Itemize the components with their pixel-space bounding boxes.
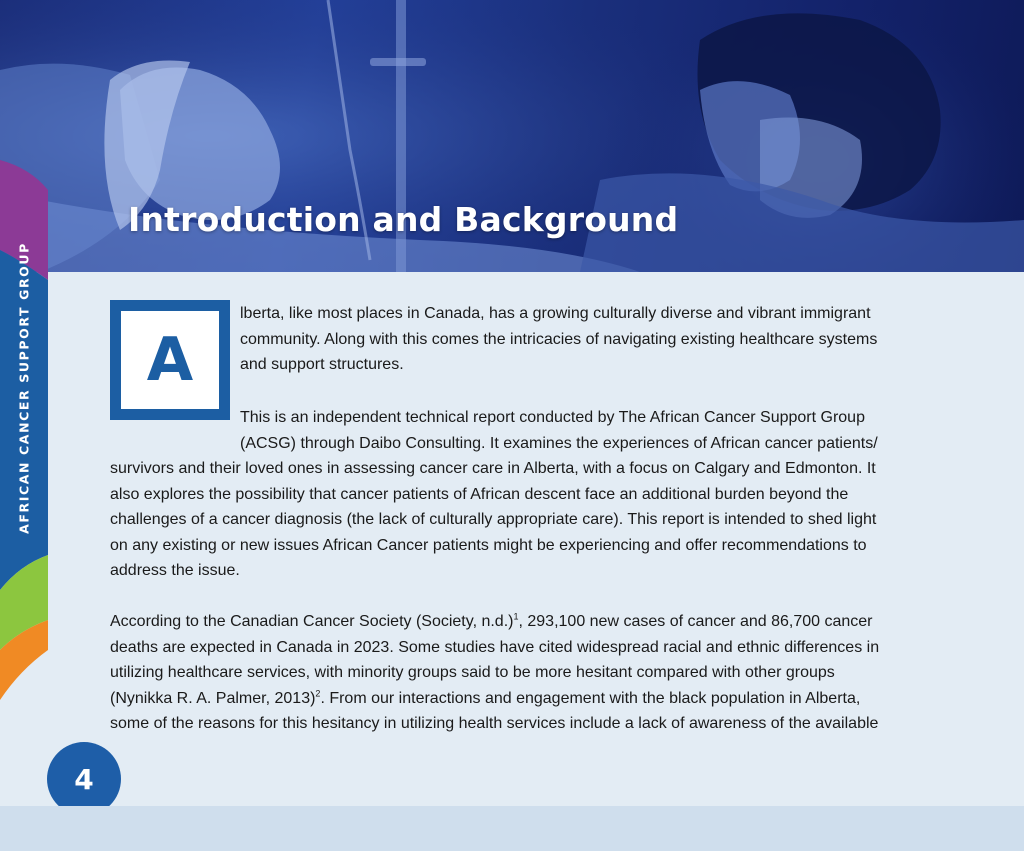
paragraph-2 [110, 456, 876, 584]
paragraph-line: community. Along with this comes the intricacies of navigating existing healthcare systems [240, 330, 878, 348]
drop-cap-letter: A [146, 325, 194, 395]
paragraph-line: and support structures. [240, 356, 404, 373]
header-photo [0, 0, 1024, 272]
paragraph-line: (ACSG) through Daibo Consulting. It examines the experiences of African cancer patients/ [240, 434, 878, 452]
paragraph-line: some of the reasons for this hesitancy in utilizing health services include a lack of awareness of the available [110, 715, 879, 732]
paragraph-1 [240, 301, 877, 378]
footnote-ref-2: 2 [315, 688, 321, 699]
paragraph-2-indented [240, 405, 878, 456]
text-run: , 293,100 new cases of cancer and 86,700 cancer [518, 613, 873, 630]
paragraph-line: lberta, like most places in Canada, has a growing culturally diverse and vibrant immigrant [240, 305, 871, 322]
page-number: 4 [74, 762, 94, 796]
paragraph-line: This is an independent technical report conducted by The African Cancer Support Group [240, 409, 865, 426]
text-run: (Nynikka R. A. Palmer, 2013) [110, 689, 316, 707]
paragraph-line: challenges of a cancer diagnosis (the lack of culturally appropriate care). This report is intended to shed light [110, 511, 877, 528]
footnote-ref-1: 1 [513, 611, 519, 622]
paragraph-line: survivors and their loved ones in assessing cancer care in Alberta, with a focus on Calgary and Edmonton. It [110, 460, 876, 477]
paragraph-line: deaths are expected in Canada in 2023. Some studies have cited widespread racial and ethnic differences in [110, 638, 880, 656]
text-run: . From our interactions and engagement with the black population in Alberta, [320, 689, 861, 707]
page-title: Introduction and Background [128, 200, 679, 239]
paragraph-line [110, 686, 879, 712]
drop-cap [110, 300, 230, 420]
page-number-badge [47, 742, 121, 816]
paragraph-3 [110, 609, 879, 737]
paragraph-line: address the issue. [110, 562, 240, 579]
drop-cap-inner [121, 311, 219, 409]
paragraph-line: utilizing healthcare services, with minority groups said to be more hesitant compared with other groups [110, 664, 835, 681]
paragraph-line: also explores the possibility that cancer patients of African descent face an additional burden beyond the [110, 485, 849, 503]
footer-band [0, 806, 1024, 851]
paragraph-line: on any existing or new issues African Cancer patients might be experiencing and offer recommendations to [110, 536, 867, 554]
side-tab-label: AFRICAN CANCER SUPPORT GROUP [16, 242, 32, 534]
paragraph-line [110, 609, 879, 635]
text-run: According to the Canadian Cancer Society (Society, n.d.) [110, 613, 514, 630]
